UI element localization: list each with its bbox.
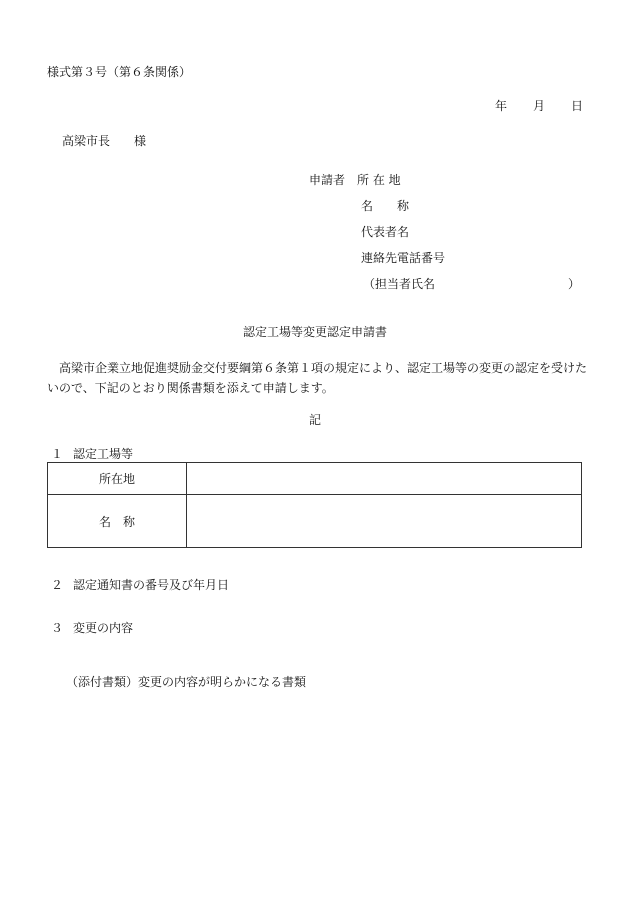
section-1-title: 認定工場等 — [73, 447, 134, 461]
contact-close-paren: ） — [568, 277, 581, 291]
name-label-cell: 名 称 — [48, 495, 187, 548]
name-value-cell — [187, 495, 582, 548]
phone-label: 連絡先電話番号 — [361, 251, 446, 265]
ki-heading: 記 — [308, 413, 321, 427]
body-text: 高梁市企業立地促進奨励金交付要綱第６条第１項の規定により、認定工場等の変更の認定を受けたいので、下記のとおり関係書類を添えて申請します。 — [47, 361, 588, 395]
section-2-number: ２ — [51, 578, 64, 592]
date-day: 日 — [571, 99, 584, 113]
location-label-cell: 所在地 — [48, 463, 187, 495]
section-1-heading — [51, 446, 133, 462]
location-value-cell — [187, 463, 582, 495]
table-row — [48, 495, 582, 548]
date-line — [495, 98, 583, 114]
facility-table — [47, 462, 582, 548]
form-number: 様式第３号（第６条関係） — [47, 65, 192, 79]
section-2-heading — [51, 577, 229, 593]
recipient-honorific: 様 — [134, 134, 147, 148]
name-label: 名 称 — [361, 199, 410, 213]
date-month: 月 — [533, 99, 546, 113]
date-year: 年 — [495, 99, 508, 113]
attachments-note: （添付書類）変更の内容が明らかになる書類 — [66, 675, 307, 689]
representative-label: 代表者名 — [361, 225, 410, 239]
contact-label: （担当者氏名 — [363, 277, 436, 291]
document-title: 認定工場等変更認定申請書 — [242, 325, 387, 339]
section-3-heading — [51, 620, 133, 636]
section-3-title: 変更の内容 — [73, 621, 134, 635]
applicant-address-row — [309, 172, 401, 188]
address-label: 所 在 地 — [357, 173, 401, 187]
section-2-title: 認定通知書の番号及び年月日 — [73, 578, 230, 592]
applicant-role-label: 申請者 — [309, 173, 346, 187]
table-row — [48, 463, 582, 495]
recipient — [62, 133, 146, 149]
section-3-number: ３ — [51, 621, 64, 635]
recipient-name: 高梁市長 — [62, 134, 111, 148]
section-1-number: １ — [51, 447, 64, 461]
